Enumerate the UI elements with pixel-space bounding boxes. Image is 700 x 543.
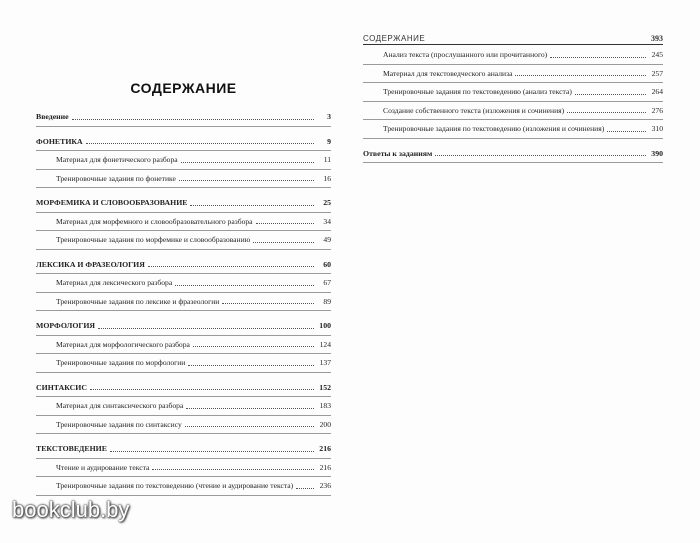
toc-entry-sub xyxy=(36,420,331,435)
folio-page-number: 393 xyxy=(651,34,663,43)
toc-entry-sub xyxy=(36,340,331,355)
entry-label: Создание собственного текста (изложения и сочинения) xyxy=(383,105,565,115)
leader-dots xyxy=(72,118,314,120)
toc-section-text-studies xyxy=(36,444,331,496)
toc-entry-sub xyxy=(36,401,331,416)
toc-entry-sub xyxy=(363,50,663,65)
entry-label: МОРФОЛОГИЯ xyxy=(36,321,96,330)
toc-section-phonetics xyxy=(36,137,331,189)
entry-label: Тренировочные задания по морфологии xyxy=(56,358,186,367)
entry-label: Тренировочные задания по текстоведению (изложения и сочинения) xyxy=(383,124,605,133)
page-number: 60 xyxy=(323,259,331,269)
entry-label: Тренировочные задания по текстоведению (чтение и аудирование текста) xyxy=(56,481,294,490)
toc-entry-sub xyxy=(36,358,331,373)
toc-entry-sub xyxy=(36,174,331,189)
page-number: 124 xyxy=(319,339,331,349)
leader-dots xyxy=(567,111,646,113)
toc-entry-main xyxy=(36,321,331,336)
toc-entry-sub xyxy=(36,155,331,170)
left-page xyxy=(36,80,331,506)
leader-dots xyxy=(607,130,646,132)
page-number: 3 xyxy=(327,112,331,121)
toc-entry-main xyxy=(36,112,331,127)
toc-entry-sub xyxy=(363,69,663,84)
toc-heading: СОДЕРЖАНИЕ xyxy=(130,80,237,96)
page-number: 216 xyxy=(319,444,331,453)
toc-entry-sub xyxy=(36,278,331,293)
toc-entry-sub xyxy=(36,463,331,478)
toc-section-introduction xyxy=(36,112,331,127)
toc-entry-main xyxy=(36,383,331,398)
entry-label: Тренировочные задания по синтаксису xyxy=(56,419,182,429)
page-number: 245 xyxy=(651,50,663,59)
page-number: 16 xyxy=(323,173,331,183)
page-number: 25 xyxy=(323,198,331,207)
toc-section-syntax xyxy=(36,383,331,435)
page-number: 100 xyxy=(319,321,331,330)
leader-dots xyxy=(148,265,314,267)
running-header xyxy=(363,34,663,45)
page-number: 67 xyxy=(323,278,331,287)
page-number: 183 xyxy=(319,401,331,410)
entry-label: Тренировочные задания по текстоведению (анализ текста) xyxy=(383,87,572,96)
leader-dots xyxy=(90,388,314,390)
leader-dots xyxy=(575,93,646,95)
entry-label: Материал для текстоведческого анализа xyxy=(383,68,513,78)
page-number: 200 xyxy=(319,419,331,429)
page-number: 216 xyxy=(319,462,331,472)
bookclub-watermark: bookclub.by xyxy=(12,497,130,522)
entry-label: Материал для морфологического разбора xyxy=(56,339,190,349)
page-number: 236 xyxy=(319,481,331,490)
entry-label: Материал для морфемного и словообразовательного разбора xyxy=(56,216,253,226)
right-page xyxy=(363,34,663,173)
entry-label: Тренировочные задания по лексике и фразеологии xyxy=(56,296,220,306)
page-number: 11 xyxy=(323,155,331,164)
entry-label: Тренировочные задания по морфемике и словообразованию xyxy=(56,235,251,244)
toc-entry-sub xyxy=(363,124,663,139)
leader-dots xyxy=(515,74,646,76)
toc-section-morphology xyxy=(36,321,331,373)
entry-label: Тренировочные задания по фонетике xyxy=(56,173,176,183)
leader-dots xyxy=(256,222,314,224)
entry-label: Материал для синтаксического разбора xyxy=(56,401,184,410)
page-number: 390 xyxy=(651,148,663,158)
leader-dots xyxy=(222,302,314,304)
page-number: 310 xyxy=(651,124,663,133)
leader-dots xyxy=(179,179,314,181)
entry-label: Материал для лексического разбора xyxy=(56,278,173,287)
page-number: 9 xyxy=(327,136,331,146)
leader-dots xyxy=(435,154,646,156)
entry-label: Анализ текста (прослушанного или прочитанного) xyxy=(383,50,548,59)
toc-entry-sub xyxy=(36,235,331,250)
entry-label: Введение xyxy=(36,112,69,121)
toc-entry-main xyxy=(36,198,331,213)
running-title: СОДЕРЖАНИЕ xyxy=(363,34,426,43)
toc-entry-main xyxy=(36,260,331,275)
toc-section-answers xyxy=(363,149,663,164)
leader-dots xyxy=(190,204,314,206)
page-number: 152 xyxy=(319,382,331,392)
toc-section-continued xyxy=(363,50,663,139)
toc-entry-sub xyxy=(363,87,663,102)
toc-entry-sub xyxy=(363,106,663,121)
toc-entry-sub xyxy=(36,297,331,312)
leader-dots xyxy=(296,487,314,489)
leader-dots xyxy=(98,327,314,329)
leader-dots xyxy=(86,142,314,144)
page-number: 264 xyxy=(651,87,663,96)
leader-dots xyxy=(185,425,314,427)
leader-dots xyxy=(253,241,314,243)
leader-dots xyxy=(193,345,314,347)
entry-label: Чтение и аудирование текста xyxy=(56,462,150,472)
page-number: 137 xyxy=(319,358,331,367)
leader-dots xyxy=(175,284,314,286)
page-number: 276 xyxy=(651,105,663,115)
page-number: 34 xyxy=(323,216,331,226)
entry-label: Ответы к заданиям xyxy=(363,148,433,158)
leader-dots xyxy=(152,468,314,470)
leader-dots xyxy=(181,161,314,163)
entry-label: ТЕКСТОВЕДЕНИЕ xyxy=(36,444,107,453)
entry-label: Материал для фонетического разбора xyxy=(56,155,178,164)
entry-label: ФОНЕТИКА xyxy=(36,136,83,146)
toc-entry-main xyxy=(363,149,663,164)
entry-label: СИНТАКСИС xyxy=(36,382,87,392)
toc-entry-sub xyxy=(36,217,331,232)
leader-dots xyxy=(110,450,314,452)
entry-label: МОРФЕМИКА И СЛОВООБРАЗОВАНИЕ xyxy=(36,198,188,207)
leader-dots xyxy=(550,56,646,58)
page-number: 257 xyxy=(651,68,663,78)
page-number: 49 xyxy=(323,235,331,244)
entry-label: ЛЕКСИКА И ФРАЗЕОЛОГИЯ xyxy=(36,259,145,269)
leader-dots xyxy=(186,407,314,409)
toc-entry-sub xyxy=(36,481,331,496)
toc-entry-main xyxy=(36,137,331,152)
toc-entry-main xyxy=(36,444,331,459)
leader-dots xyxy=(188,364,314,366)
toc-section-morphemics xyxy=(36,198,331,250)
toc-section-lexicology xyxy=(36,260,331,312)
page-number: 89 xyxy=(323,296,331,306)
